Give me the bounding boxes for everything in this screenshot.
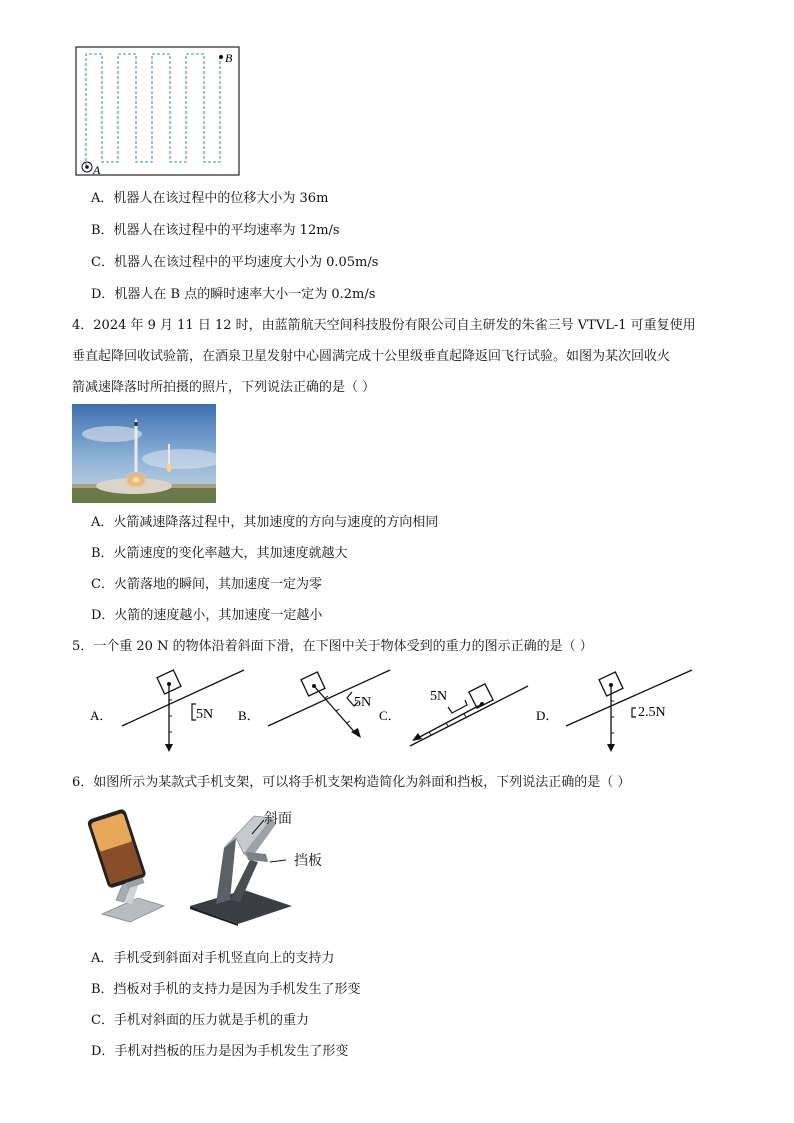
diagram-a-scale: 5N — [196, 707, 214, 722]
phone-holder-photo-1 — [80, 806, 170, 924]
diagram-d-scale: 2.5N — [638, 705, 666, 720]
rocket-landing-photo — [72, 404, 216, 503]
diagram-c-scale: 5N — [430, 689, 448, 704]
diagram-a — [122, 670, 244, 752]
q4-stem-line-1: 4．2024 年 9 月 11 日 12 时，由蓝箭航天空间科技股份有限公司自主研发的朱雀三号 VTVL-1 可重复使用 — [72, 318, 696, 333]
q3-option-d: D．机器人在 B 点的瞬时速率大小一定为 0.2m/s — [91, 287, 376, 302]
q4-option-a: A．火箭减速降落过程中，其加速度的方向与速度的方向相同 — [91, 515, 439, 530]
robot-icon-center — [85, 165, 89, 169]
gravity-diagrams — [88, 664, 708, 758]
q5-stem: 5．一个重 20 N 的物体沿着斜面下滑，在下图中关于物体受到的重力的图示正确的是（ ） — [72, 639, 593, 654]
q4-stem-line-2: 垂直起降回收试验箭，在酒泉卫星发射中心圆满完成十公里级垂直起降返回飞行试验。如图为某次回收火 — [72, 349, 671, 364]
point-b-dot — [219, 55, 223, 59]
diagram-d — [566, 670, 692, 752]
robot-path-figure — [75, 46, 241, 178]
diagram-a-label: A． — [90, 708, 113, 723]
diagram-c-label: C． — [379, 708, 401, 723]
q6-option-c: C．手机对斜面的压力就是手机的重力 — [91, 1013, 309, 1028]
label-a: A — [93, 163, 101, 177]
q4-option-b: B．火箭速度的变化率越大，其加速度就越大 — [91, 546, 348, 561]
q3-option-c: C．机器人在该过程中的平均速度大小为 0.05m/s — [91, 255, 379, 270]
diagram-b-scale: 5N — [354, 695, 372, 710]
diagram-b-label: B． — [238, 708, 260, 723]
q6-option-b: B．挡板对手机的支持力是因为手机发生了形变 — [91, 982, 361, 997]
label-b: B — [225, 51, 233, 65]
label-baffle: 挡板 — [294, 853, 322, 869]
q3-option-a: A．机器人在该过程中的位移大小为 36m — [91, 191, 329, 206]
zigzag-path — [86, 54, 220, 166]
label-slope: 斜面 — [264, 811, 292, 827]
q4-stem-line-3: 箭减速降落时所拍摄的照片，下列说法正确的是（ ） — [72, 380, 376, 395]
q4-option-c: C．火箭落地的瞬间，其加速度一定为零 — [91, 577, 322, 592]
field-border — [76, 47, 239, 175]
diagram-d-label: D． — [536, 708, 559, 723]
diagram-b — [268, 670, 390, 738]
diagram-c — [410, 684, 528, 746]
q6-option-d: D．手机对挡板的压力是因为手机发生了形变 — [91, 1044, 349, 1059]
q6-option-a: A．手机受到斜面对手机竖直向上的支持力 — [91, 951, 335, 966]
q4-option-d: D．火箭的速度越小，其加速度一定越小 — [91, 608, 323, 623]
q3-option-b: B．机器人在该过程中的平均速率为 12m/s — [91, 223, 340, 238]
q6-stem: 6．如图所示为某款式手机支架，可以将手机支架构造简化为斜面和挡板，下列说法正确的是（ ） — [72, 775, 631, 790]
